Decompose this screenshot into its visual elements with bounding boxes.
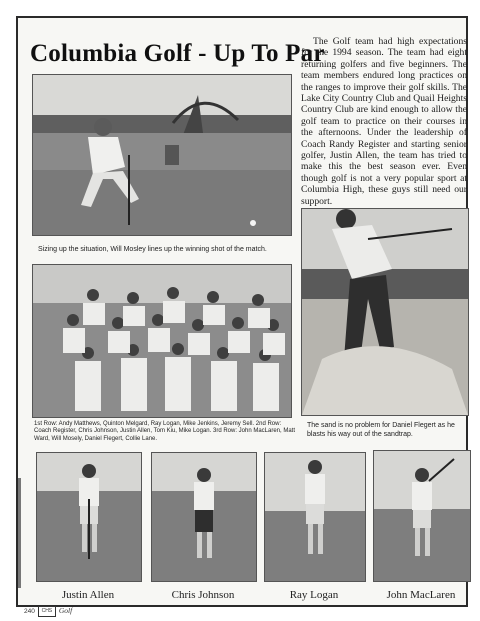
photo-sandtrap [301,208,469,416]
portrait-photo-john-maclaren [373,450,471,582]
portrait-name-ray-logan: Ray Logan [289,589,339,601]
section-name: Golf [58,606,73,616]
caption-team-roster: 1st Row: Andy Matthews, Quinton Melgard, Ray Logan, Mike Jenkins, Jeremy Sell. 2nd Row: Coach Register, Chris Johnson, Justin Allen, Tom Kiu, Mike Logan. 3rd Row: John MacLaren, Matt Ward, Will Mosely, Daniel Flegert, Collie Lane. [34,421,296,442]
caption-sizing-up: Sizing up the situation, Will Mosley lines up the winning shot of the match. [38,246,267,253]
caption-sandtrap: The sand is no problem for Daniel Flegert as he blasts his way out of the sandtrap. [307,422,455,438]
portrait-photo-justin-allen [36,452,142,582]
page-headline: Columbia Golf - Up To Par [30,40,325,67]
yearbook-page [16,16,468,616]
photo-team [32,264,292,418]
article-body: The Golf team had high expectations for the 1994 season. The team had eight returning golfers and five beginners. The team members endured long practices on the ranges to improve their golf skills. The Lake City Country Club and Quail Heights Country Club are kind enough to allow the golf team to practice on their courses in the afternoons. Under the leadership of Coach Randy Register and starting senior golfer, Justin Allen, the team has tried to make this the best season ever. Even though golf is not a very popular sport at Columbia High, these guys still need our support. [301,36,467,207]
school-logo-icon: CHS [38,606,56,617]
portrait-photo-chris-johnson [151,452,257,582]
portrait-photo-ray-logan [264,452,366,582]
portrait-name-john-maclaren: John MacLaren [386,589,456,601]
photo-sizing-up [32,74,292,236]
page-folio [24,606,72,617]
spine-mark [18,478,21,588]
portrait-name-chris-johnson: Chris Johnson [171,589,235,601]
portrait-name-justin-allen: Justin Allen [61,589,115,601]
page-number: 240 [24,608,35,616]
